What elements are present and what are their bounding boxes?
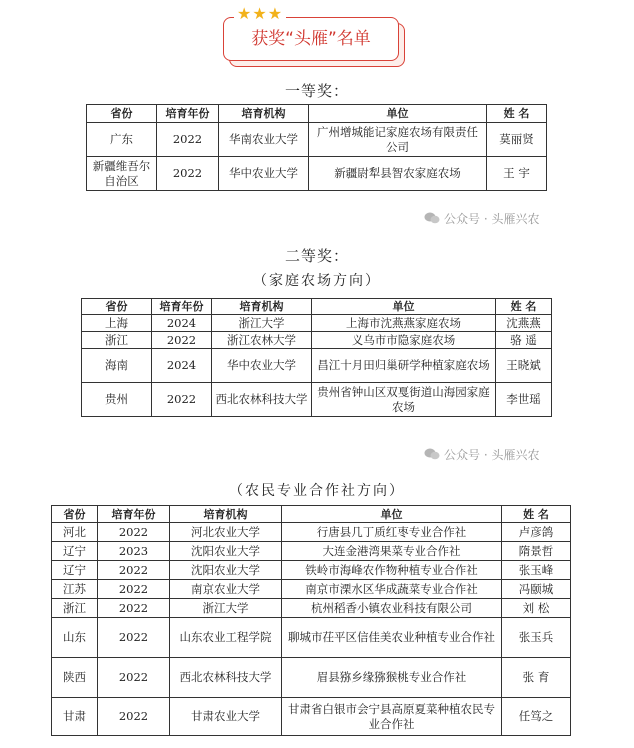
table-row xyxy=(52,618,571,658)
col-header-institution: 培育机构 xyxy=(219,105,309,123)
cell-name: 李世瑶 xyxy=(496,383,552,417)
cell-unit: 杭州稻香小镇农业科技有限公司 xyxy=(282,599,502,618)
cell-unit: 广州增城能记家庭农场有限责任公司 xyxy=(309,123,487,157)
watermark xyxy=(424,446,539,463)
col-header-institution: 培育机构 xyxy=(170,506,282,523)
cell-unit: 铁岭市海峰农作物种植专业合作社 xyxy=(282,561,502,580)
col-header-institution: 培育机构 xyxy=(212,299,312,315)
cell-year: 2022 xyxy=(98,658,170,698)
cell-year: 2022 xyxy=(98,618,170,658)
cell-province: 江苏 xyxy=(52,580,98,599)
table-row xyxy=(52,599,571,618)
col-header-name: 姓 名 xyxy=(487,105,547,123)
cell-year: 2023 xyxy=(98,542,170,561)
cell-province: 河北 xyxy=(52,523,98,542)
cell-institution: 浙江农林大学 xyxy=(212,332,312,349)
cell-name: 莫丽贤 xyxy=(487,123,547,157)
col-header-unit: 单位 xyxy=(309,105,487,123)
col-header-name: 姓 名 xyxy=(502,506,571,523)
cell-institution: 沈阳农业大学 xyxy=(170,561,282,580)
cooperative-subheading: （农民专业合作社方向） xyxy=(229,483,405,499)
table-row xyxy=(82,315,552,332)
cell-institution: 西北农林科技大学 xyxy=(170,658,282,698)
table-row xyxy=(82,383,552,417)
cell-province: 海南 xyxy=(82,349,152,383)
second-prize-heading: 二等奖： xyxy=(284,247,349,265)
cell-province: 贵州 xyxy=(82,383,152,417)
cell-year: 2022 xyxy=(157,157,219,191)
cell-unit: 南京市溧水区华成蔬菜专业合作社 xyxy=(282,580,502,599)
cell-year: 2022 xyxy=(98,523,170,542)
cell-year: 2022 xyxy=(98,580,170,599)
table-row xyxy=(87,123,547,157)
cell-province: 辽宁 xyxy=(52,542,98,561)
cell-province: 甘肃 xyxy=(52,698,98,736)
cell-institution: 浙江大学 xyxy=(212,315,312,332)
watermark-text: 公众号 · 头雁兴农 xyxy=(444,448,540,462)
wechat-icon xyxy=(424,212,440,224)
cell-province: 上海 xyxy=(82,315,152,332)
first-prize-heading: 一等奖： xyxy=(284,82,349,100)
cell-institution: 南京农业大学 xyxy=(170,580,282,599)
col-header-unit: 单位 xyxy=(282,506,502,523)
cell-institution: 河北农业大学 xyxy=(170,523,282,542)
col-header-year: 培育年份 xyxy=(98,506,170,523)
cell-year: 2022 xyxy=(98,698,170,736)
table-row xyxy=(52,658,571,698)
cell-unit: 行唐县几丁质红枣专业合作社 xyxy=(282,523,502,542)
cell-institution: 甘肃农业大学 xyxy=(170,698,282,736)
cell-institution: 华中农业大学 xyxy=(212,349,312,383)
cell-unit: 眉县猕乡缘猕猴桃专业合作社 xyxy=(282,658,502,698)
table-row xyxy=(52,561,571,580)
col-header-year: 培育年份 xyxy=(152,299,212,315)
cell-institution: 华中农业大学 xyxy=(219,157,309,191)
first-prize-table xyxy=(86,104,547,191)
cell-institution: 西北农林科技大学 xyxy=(212,383,312,417)
cell-unit: 昌江十月田归巢研学种植家庭农场 xyxy=(312,349,496,383)
col-header-province: 省份 xyxy=(82,299,152,315)
family-farm-table xyxy=(81,298,552,417)
cell-year: 2022 xyxy=(152,383,212,417)
cell-name: 刘 松 xyxy=(502,599,571,618)
cell-institution: 山东农业工程学院 xyxy=(170,618,282,658)
cell-year: 2024 xyxy=(152,315,212,332)
cell-name: 张玉峰 xyxy=(502,561,571,580)
cell-province: 新疆维吾尔自治区 xyxy=(87,157,157,191)
cooperative-table xyxy=(51,505,571,736)
cell-unit: 聊城市茌平区信佳美农业种植专业合作社 xyxy=(282,618,502,658)
cell-unit: 大连金港湾果菜专业合作社 xyxy=(282,542,502,561)
cell-year: 2024 xyxy=(152,349,212,383)
watermark xyxy=(424,210,539,227)
watermark-text: 公众号 · 头雁兴农 xyxy=(444,212,540,226)
cell-year: 2022 xyxy=(98,561,170,580)
table-row xyxy=(82,349,552,383)
cell-name: 隋景哲 xyxy=(502,542,571,561)
cell-unit: 新疆尉犁县智农家庭农场 xyxy=(309,157,487,191)
page-title: 获奖“头雁”名单 xyxy=(251,29,371,49)
cell-name: 沈燕燕 xyxy=(496,315,552,332)
col-header-province: 省份 xyxy=(52,506,98,523)
cell-name: 王 宇 xyxy=(487,157,547,191)
cell-province: 浙江 xyxy=(52,599,98,618)
table-row xyxy=(52,580,571,599)
table-row xyxy=(52,698,571,736)
cell-name: 骆 遥 xyxy=(496,332,552,349)
cell-name: 卢彦鸽 xyxy=(502,523,571,542)
col-header-province: 省份 xyxy=(87,105,157,123)
cell-unit: 上海市沈燕燕家庭农场 xyxy=(312,315,496,332)
cell-name: 王晓斌 xyxy=(496,349,552,383)
cell-province: 山东 xyxy=(52,618,98,658)
cell-name: 张 育 xyxy=(502,658,571,698)
cell-province: 陕西 xyxy=(52,658,98,698)
cell-year: 2022 xyxy=(98,599,170,618)
cell-year: 2022 xyxy=(157,123,219,157)
cell-unit: 贵州省钟山区双戛街道山海园家庭农场 xyxy=(312,383,496,417)
stars-decoration: ★★★ xyxy=(234,4,286,23)
cell-province: 广东 xyxy=(87,123,157,157)
cell-name: 冯颐城 xyxy=(502,580,571,599)
cell-unit: 甘肃省白银市会宁县高原夏菜种植农民专业合作社 xyxy=(282,698,502,736)
cell-institution: 浙江大学 xyxy=(170,599,282,618)
table-row xyxy=(82,332,552,349)
table-row xyxy=(52,542,571,561)
table-row xyxy=(87,157,547,191)
col-header-name: 姓 名 xyxy=(496,299,552,315)
wechat-icon xyxy=(424,448,440,460)
cell-province: 浙江 xyxy=(82,332,152,349)
cell-institution: 沈阳农业大学 xyxy=(170,542,282,561)
col-header-unit: 单位 xyxy=(312,299,496,315)
family-farm-subheading: （家庭农场方向） xyxy=(253,273,381,289)
table-row xyxy=(52,523,571,542)
cell-unit: 义乌市市隐家庭农场 xyxy=(312,332,496,349)
cell-name: 张玉兵 xyxy=(502,618,571,658)
cell-year: 2022 xyxy=(152,332,212,349)
cell-name: 任笃之 xyxy=(502,698,571,736)
cell-province: 辽宁 xyxy=(52,561,98,580)
col-header-year: 培育年份 xyxy=(157,105,219,123)
cell-institution: 华南农业大学 xyxy=(219,123,309,157)
